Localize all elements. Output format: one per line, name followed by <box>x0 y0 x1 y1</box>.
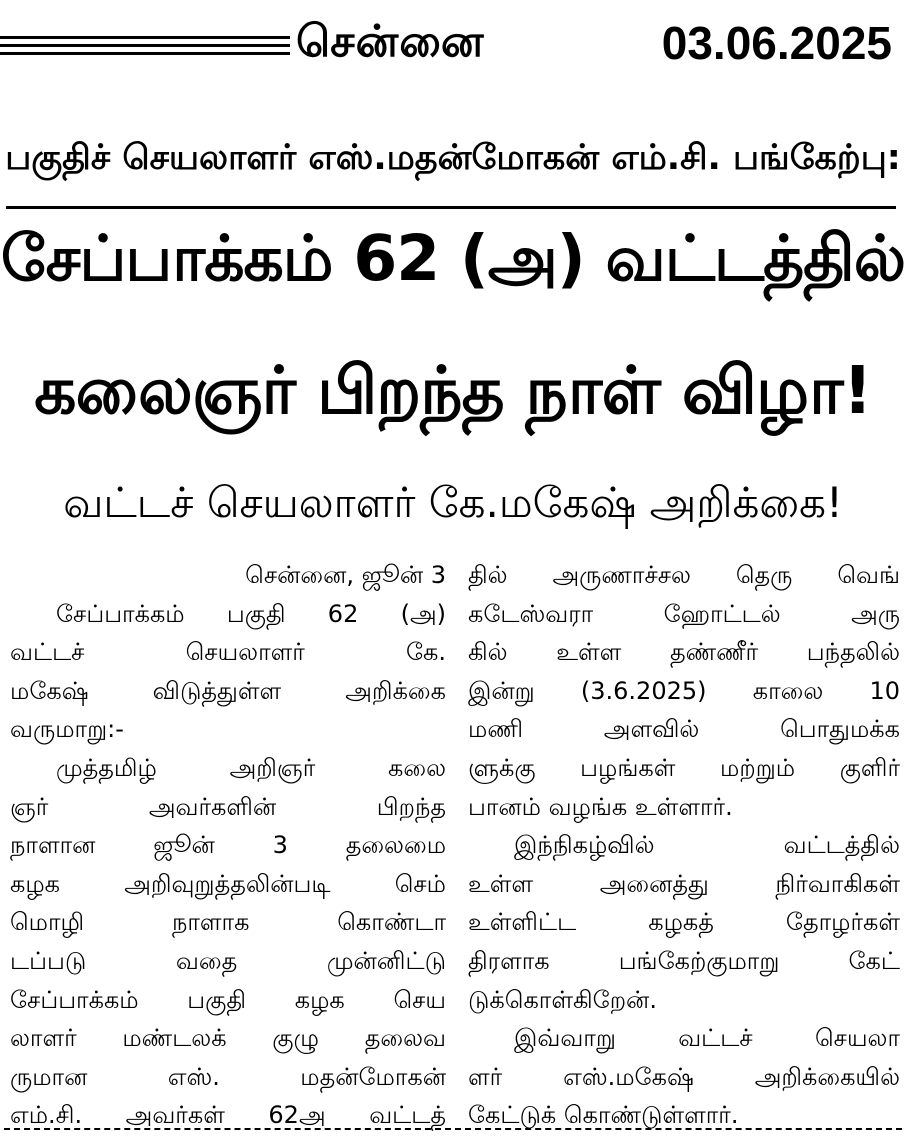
body-line: ளர் எஸ்.மகேஷ் அறிக்கையில் <box>468 1062 900 1091</box>
body-column-left <box>10 556 446 1135</box>
body-line: திரளாக பங்கேற்குமாறு கேட் <box>468 946 900 975</box>
body-line: மொழி நாளாக கொண்டா <box>10 908 446 937</box>
body-line: மகேஷ் விடுத்துள்ள அறிக்கை <box>10 676 446 705</box>
body-line: கில் உள்ள தண்ணீர் பந்தலில் <box>468 638 900 667</box>
kicker-rule <box>6 206 896 209</box>
body-line: டுக்கொள்கிறேன். <box>468 985 657 1014</box>
body-line: சேப்பாக்கம் பகுதி கழக செய <box>10 985 446 1014</box>
body-line: சேப்பாக்கம் பகுதி 62 (அ) <box>56 599 446 628</box>
body-line: ளுக்கு பழங்கள் மற்றும் குளிர் <box>468 753 900 782</box>
dateline <box>0 14 906 78</box>
kicker: பகுதிச் செயலாளர் எஸ்.மதன்மோகன் எம்.சி. பங்கேற்பு: <box>5 138 901 178</box>
body-line: முத்தமிழ் அறிஞர் கலை <box>56 753 446 782</box>
body-line: ஞர் அவர்களின் பிறந்த <box>10 792 446 821</box>
body-line: கடேஸ்வரா ஹோட்டல் அரு <box>468 599 900 628</box>
dateline-city: சென்னை <box>296 16 485 67</box>
body-line: பானம் வழங்க உள்ளார். <box>468 792 733 821</box>
body-line: வட்டச் செயலாளர் கே. <box>10 638 446 667</box>
body-line: எம்.சி. அவர்கள் 62அ வட்டத் <box>10 1101 446 1130</box>
body-line: மணி அளவில் பொதுமக்க <box>468 715 900 744</box>
body-line: தில் அருணாச்சல தெரு வெங் <box>468 561 900 589</box>
bottom-divider <box>4 1128 902 1130</box>
body-line: கழக அறிவுறுத்தலின்படி செம் <box>10 869 446 898</box>
subhead: வட்டச் செயலாளர் கே.மகேஷ் அறிக்கை! <box>63 478 843 527</box>
dateline-date: 03.06.2025 <box>661 17 892 69</box>
body-column-right <box>468 556 900 1135</box>
body-line: ருமான எஸ். மதன்மோகன் <box>10 1062 446 1091</box>
body-line: இந்நிகழ்வில் வட்டத்தில் <box>514 831 900 860</box>
headline-line-1: சேப்பாக்கம் 62 (அ) வட்டத்தில் <box>0 222 906 295</box>
body-line: வருமாறு:- <box>10 715 124 744</box>
body-line: உள்ள அனைத்து நிர்வாகிகள் <box>468 869 900 898</box>
body-line: உள்ளிட்ட கழகத் தோழர்கள் <box>468 908 900 937</box>
body-line: சென்னை, ஜூன் 3 <box>245 561 446 589</box>
body-line: கேட்டுக் கொண்டுள்ளார். <box>468 1101 739 1130</box>
dateline-rule <box>0 36 290 58</box>
body-line: நாளான ஜூன் 3 தலைமை <box>10 831 446 860</box>
body-line: லாளர் மண்டலக் குழு தலைவ <box>10 1024 446 1053</box>
body-line: இவ்வாறு வட்டச் செயலா <box>514 1024 900 1053</box>
body-line: இன்று (3.6.2025) காலை 10 <box>468 676 900 705</box>
body-line: டப்படு வதை முன்னிட்டு <box>10 946 446 975</box>
headline-line-2: கலைஞர் பிறந்த நாள் விழா! <box>34 352 872 429</box>
